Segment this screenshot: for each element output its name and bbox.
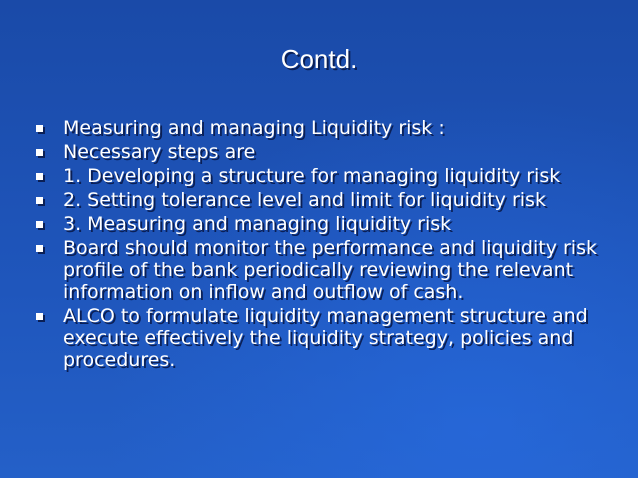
- slide-title: Contd.: [280, 44, 358, 74]
- square-bullet-icon: [36, 313, 43, 320]
- bullet-text: Measuring and managing Liquidity risk :: [63, 117, 445, 139]
- bullet-item: [36, 305, 626, 371]
- bullet-text: ALCO to formulate liquidity management structure and execute effectively the liquidity strategy, policies and procedures.: [63, 305, 588, 371]
- bullet-text: Board should monitor the performance and liquidity risk profile of the bank periodically reviewing the relevant information on inflow and outflow of cash.: [63, 237, 597, 303]
- bullet-text: 2. Setting tolerance level and limit for liquidity risk: [63, 189, 546, 211]
- square-bullet-icon: [36, 221, 43, 228]
- bullet-item: [36, 237, 626, 303]
- square-bullet-icon: [36, 245, 43, 252]
- bullet-item: [36, 189, 626, 211]
- square-bullet-icon: [36, 197, 43, 204]
- square-bullet-icon: [36, 125, 43, 132]
- square-bullet-icon: [36, 149, 43, 156]
- bullet-item: [36, 213, 626, 235]
- bullet-text: 3. Measuring and managing liquidity risk: [63, 213, 452, 235]
- bullet-item: [36, 117, 626, 139]
- bullet-item: [36, 141, 626, 163]
- bullet-item: [36, 165, 626, 187]
- square-bullet-icon: [36, 173, 43, 180]
- bullet-list: [36, 117, 626, 373]
- bullet-text: Necessary steps are: [63, 141, 256, 163]
- bullet-text: 1. Developing a structure for managing liquidity risk: [63, 165, 561, 187]
